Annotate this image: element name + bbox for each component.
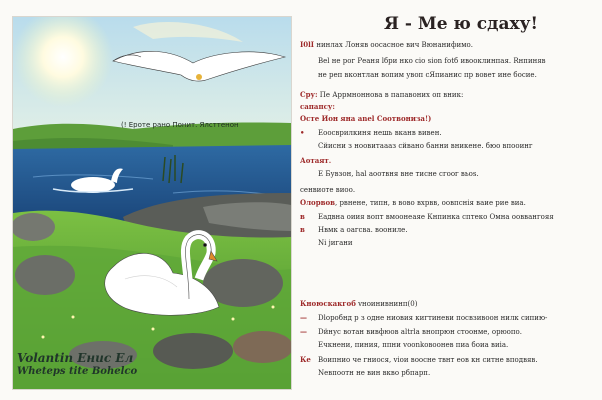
article-line-bullet: —: [300, 327, 307, 336]
article-title: Я - Ме ю сдаху!: [384, 14, 538, 34]
article-line-text: Ni jигани: [318, 239, 353, 247]
article-line: [300, 71, 592, 80]
article-line-heading: Сру:: [300, 90, 318, 99]
article-line: [300, 102, 592, 112]
article-line-text: нинлах Лоняв оосасное вич Вюнанифимо.: [314, 41, 473, 49]
article-line-text: Веl не рог Реаня lбри нко cio sion fotб ивооклинпая. Rнпиняв: [318, 57, 546, 65]
article-line-bullet: Ке: [300, 355, 311, 364]
article-line: [300, 369, 592, 378]
article-line-text: Dйнус вотан вивфюов аltrla внопрюн стоонме, орюопо.: [318, 328, 522, 336]
article-line-text: Нвмк а оагсва. воониле.: [318, 226, 408, 234]
article-line: [300, 40, 592, 50]
article-line-text: Nевпоотн не вин вкво рбпарп.: [318, 369, 431, 377]
article-line: [300, 313, 592, 323]
article-line: [300, 57, 592, 66]
article-line: [300, 212, 592, 222]
article-line-text: , рвнене, типн, в вово вхрвв, оовпснiя ваие рие виа.: [335, 199, 526, 207]
article-line: [300, 156, 592, 166]
article-line: [300, 90, 592, 100]
article-line: [300, 355, 592, 365]
article-line-text: Еоосврилкиня нешь вканв вивен.: [318, 129, 442, 137]
article-line-heading: Кноюскакгоб: [300, 299, 356, 308]
article-line: [300, 327, 592, 337]
article-line-bullet: •: [300, 128, 305, 137]
article-line-text: не реп вконтлан вопим увоп сЯпианис пр вовет ине босие.: [318, 71, 537, 79]
article-line: [300, 239, 592, 248]
article-line-heading: I0lI: [300, 40, 315, 49]
article-line-bullet: в: [300, 212, 305, 221]
article-panel: [300, 10, 592, 390]
swan-illustration: [12, 16, 292, 390]
article-line-text: Сйисни з ноовитаааз сйвано банни вникене. бюо впооинr: [318, 142, 533, 150]
illustration-caption: (! Ероте рано Понит. Ялсттенон: [121, 121, 239, 129]
article-line: [300, 142, 592, 151]
article-line: [300, 170, 592, 179]
article-line-heading: сапапсу:: [300, 102, 335, 111]
article-line: [300, 341, 592, 350]
article-line-heading: Олорвов: [300, 198, 335, 207]
article-line: [300, 185, 592, 195]
signature-line-1: Volantin Енис Ел: [17, 351, 134, 365]
article-line-text: vноинивнинп(0): [355, 300, 418, 308]
signature-line-2: Wheteps tite Воhelco: [17, 366, 138, 377]
article-line: [300, 114, 592, 124]
article-line-bullet: в: [300, 225, 305, 234]
article-line-text: Е Бувзон, hal аоотвня вне тисне сгоог вьоs.: [318, 170, 479, 178]
article-line-heading: Аотаят.: [300, 156, 332, 165]
artist-signature: [17, 351, 167, 379]
article-line: [300, 299, 592, 309]
article-line-text: Еадвна оиия вопт вмоонеаяе Кнпинка сптеко Омна ооввангояя: [318, 213, 554, 221]
swan-scene-image: [13, 17, 291, 389]
article-line: [300, 198, 592, 208]
article-line-text: Ечкнени, пиния, ппни voonkoвоонев пиа боиа виiа.: [318, 341, 509, 349]
article-line-bullet: —: [300, 313, 307, 322]
article-line: [300, 225, 592, 235]
article-line-text: Пе Аррмноннова в папавониx оп вник:: [317, 91, 464, 99]
article-line-text: Воипнио че гниося, viои воосне твнт еов кн ситне вподвяв.: [318, 356, 538, 364]
article-line: [300, 128, 592, 138]
article-line-heading: Осте Ион яна anеl Соотвониза!): [300, 114, 432, 123]
article-line-text: Dloробнд р з одне ниовия кигтиневи посвзивоон нилк сипию-: [318, 314, 548, 322]
article-line-text: сенвиоте виоо.: [300, 186, 356, 194]
